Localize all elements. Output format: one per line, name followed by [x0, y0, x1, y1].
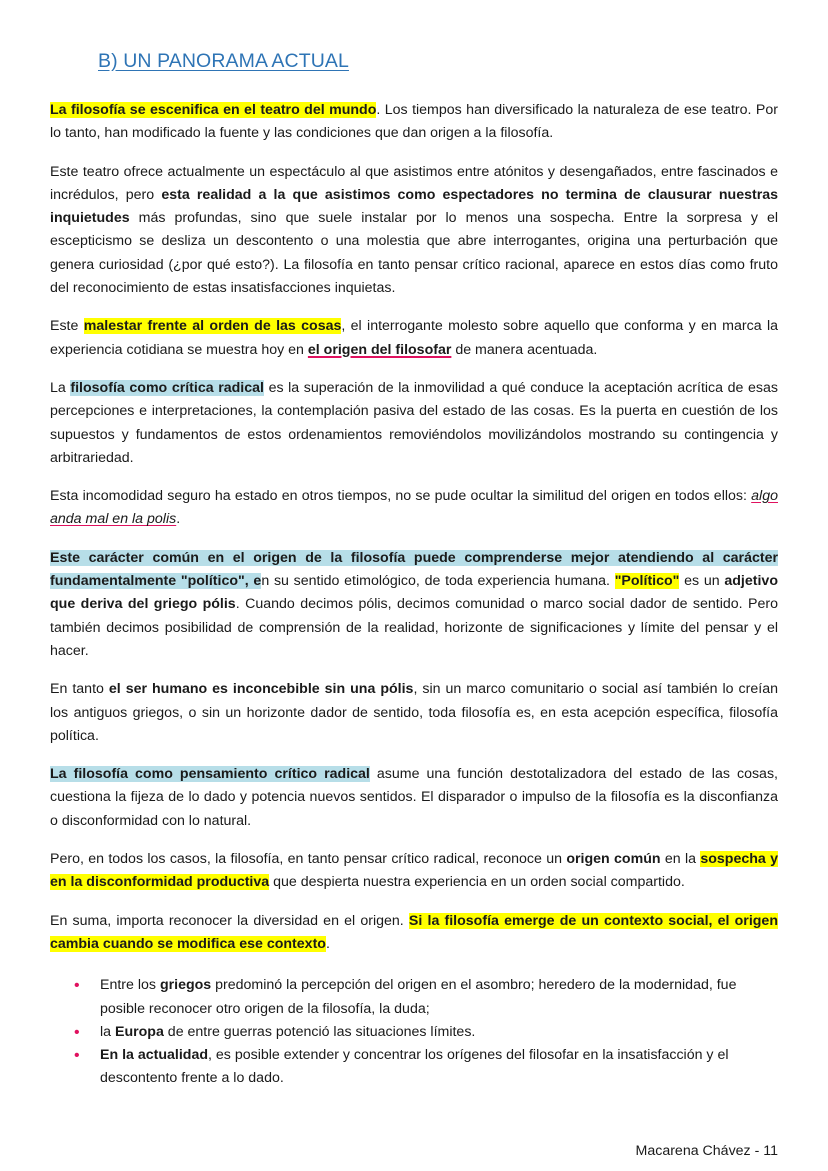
paragraph-6: Este carácter común en el origen de la filosofía puede comprenderse mejor atendiendo al carácter fundamentalmente "político", en su sentido etimológico, de toda experiencia humana. "Político" es un adjetivo que deriva del griego pólis. Cuando decimos pólis, decimos comunidad o marco social dador de sentido. Pero también decimos posibilidad de comprensión de la realidad, horizonte de significaciones y límite del pensar y el hacer. [50, 549, 778, 659]
underlined-text: el origen del filosofar [307, 341, 452, 358]
highlight-blue: filosofía como crítica radical [70, 379, 264, 396]
list-item: • Entre los griegos predominó la percepción del origen en el asombro; heredero de la modernidad, fue posible reconocer otro origen de la filosofía, la duda; [50, 974, 778, 1021]
paragraph-4: La filosofía como crítica radical es la superación de la inmovilidad a qué conduce la aceptación acrítica de esas percepciones e interpretaciones, la contemplación pasiva del estado de las cosas. Es la puerta en cuestión de los supuestos y fundamentos de estos ordenamientos removiéndolos movilizándolos mostrando su contingencia y arbitrariedad. [50, 379, 778, 466]
bold-text: el ser humano es inconcebible sin una pólis [108, 681, 414, 698]
paragraph-7: En tanto el ser humano es inconcebible sin una pólis, sin un marco comunitario o social así también lo creían los antiguos griegos, o sin un horizonte dador de sentido, toda filosofía es, en esta acepción específica, filosofía política. [50, 681, 778, 744]
section-title: B) UN PANORAMA ACTUAL [98, 50, 349, 72]
paragraph-9: Pero, en todos los casos, la filosofía, en tanto pensar crítico radical, reconoce un origen común en la sospecha y en la disconformidad productiva que despierta nuestra experiencia en un orden social compartido. [50, 851, 778, 891]
page-footer: Macarena Chávez - 11 [635, 1143, 778, 1159]
bullet-list [50, 974, 778, 1090]
highlight-blue: La filosofía como pensamiento crítico radical [50, 766, 370, 783]
paragraph-5: Esta incomodidad seguro ha estado en otros tiempos, no se pude ocultar la similitud del origen en todos ellos: algo anda mal en la polis. [50, 488, 778, 528]
paragraph-3: Este malestar frente al orden de las cosas, el interrogante molesto sobre aquello que conforma y en marca la experiencia cotidiana se muestra hoy en el origen del filosofar de manera acentuada. [50, 318, 778, 358]
highlight-yellow: sospecha y en la disconformidad productiva [50, 851, 778, 891]
paragraph-10: En suma, importa reconocer la diversidad en el origen. Si la filosofía emerge de un contexto social, el origen cambia cuando se modifica ese contexto. [50, 912, 778, 952]
highlight-blue: Este carácter común en el origen de la filosofía puede comprenderse mejor atendiendo al carácter fundamentalmente "político", e [50, 549, 778, 590]
bullet-icon: • [74, 1023, 80, 1041]
list-item: • la Europa de entre guerras potenció las situaciones límites. [50, 1021, 778, 1044]
paragraph-2: Este teatro ofrece actualmente un espectáculo al que asistimos entre atónitos y desengañados, entre fascinados e incrédulos, pero esta realidad a la que asistimos como espectadores no termina de clausurar nuestras inquietudes más profundas, sino que suele instalar por lo menos una sospecha. Entre la sorpresa y el escepticismo se desliza un descontento o una molestia que abre interrogantes, origina una perturbación que genera curiosidad (¿por qué esto?). La filosofía en tanto pensar crítico racional, aparece en estos días como fruto del reconocimiento de estas insatisfacciones inquietas. [50, 163, 778, 297]
highlight-yellow: Si la filosofía emerge de un contexto social, el origen cambia cuando se modifica ese contexto [50, 912, 778, 952]
highlight-yellow: La filosofía se escenifica en el teatro del mundo [50, 102, 377, 118]
bold-text: adjetivo que deriva del griego pólis [50, 573, 778, 613]
highlight-yellow: "Político" [614, 573, 680, 590]
paragraph-8: La filosofía como pensamiento crítico radical asume una función destotalizadora del estado de las cosas, cuestiona la fijeza de lo dado y potencia nuevos sentidos. El disparador o impulso de la filosofía es la disconfianza o disconformidad con lo natural. [50, 766, 778, 829]
bullet-icon: • [74, 977, 80, 995]
bullet-icon: • [74, 1047, 80, 1065]
italic-underlined-text: algo anda mal en la polis [50, 488, 778, 528]
bold-text: esta realidad a la que asistimos como espectadores no termina de clausurar nuestras inquietudes [50, 186, 778, 227]
highlight-yellow: malestar frente al orden de las cosas [83, 318, 342, 335]
paragraph-1: La filosofía se escenifica en el teatro del mundo. Los tiempos han diversificado la naturaleza de ese teatro. Por lo tanto, han modificado la fuente y las condiciones que dan origen a la filosofía. [50, 102, 778, 142]
bold-text: origen común [566, 851, 661, 868]
list-item: • En la actualidad, es posible extender y concentrar los orígenes del filosofar en la insatisfacción y el descontento frente a lo dado. [50, 1044, 778, 1091]
document-page [50, 50, 778, 1091]
